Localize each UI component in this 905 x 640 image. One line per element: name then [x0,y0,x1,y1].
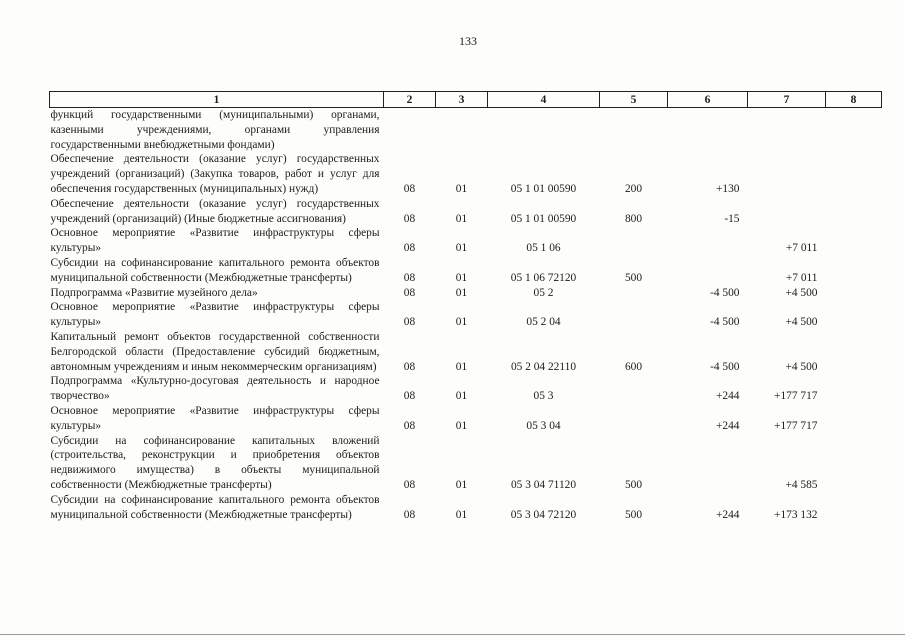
budget-table [49,91,882,522]
row-subsection: 01 [455,360,468,373]
row-expense-type [600,286,668,301]
row-amount-7: +177 717 [774,419,818,432]
row-amount-6 [668,256,748,286]
row-amount-6: +244 [715,419,740,432]
row-amount-6: -4 500 [710,360,740,373]
header-col-4: 4 [488,92,600,108]
table-row [50,286,882,301]
row-subsection: 01 [455,182,468,195]
row-name: Подпрограмма «Культурно-досуговая деятельность и народное творчество» [50,375,380,403]
table-row [50,256,882,286]
row-amount-8 [826,152,882,196]
row-section: 08 [403,271,416,284]
row-amount-8 [826,404,882,434]
row-amount-8 [826,256,882,286]
row-amount-6: -4 500 [710,286,740,299]
header-col-2: 2 [384,92,436,108]
row-name: функций государственными (муниципальными) органами, казенными учреждениями, органами управления государственными внебюджетными фондами) [50,109,380,151]
row-subsection: 01 [455,316,468,329]
row-amount-7: +4 585 [785,478,818,491]
row-subsection: 01 [455,508,468,521]
row-amount-8 [826,493,882,523]
row-expense-type: 500 [624,271,643,284]
row-target-code: 05 1 06 72120 [510,271,577,284]
row-expense-type: 800 [624,212,643,225]
table-row [50,330,882,374]
row-name: Субсидии на софинансирование капитальных вложений (строительства, реконструкции и приобретения объектов недвижимого имущества) в объекты муниципальной собственности (Межбюджетные трансферты) [50,434,380,491]
row-subsection: 01 [455,212,468,225]
header-col-3: 3 [436,92,488,108]
row-amount-6: +244 [715,508,740,521]
row-target-code: 05 2 04 22110 [510,360,577,373]
table-body [50,108,882,523]
row-target-code: 05 3 [533,390,554,403]
header-col-5: 5 [600,92,668,108]
row-section: 08 [403,316,416,329]
row-subsection: 01 [455,286,468,299]
row-amount-7: +4 500 [785,360,818,373]
row-expense-type [600,374,668,404]
row-name: Субсидии на софинансирование капитального ремонта объектов муниципальной собственности (Межбюджетные трансферты) [50,493,380,521]
row-name: Капитальный ремонт объектов государственной собственности Белгородской области (Предоставление субсидий бюджетным, автономным учреждениям и иным некоммерческим организациям) [50,330,380,373]
row-amount-7 [748,197,826,227]
row-expense-type: 500 [624,478,643,491]
row-amount-7: +177 717 [774,390,818,403]
row-section: 08 [403,182,416,195]
row-expense-type: 200 [624,182,643,195]
row-target-code: 05 2 [533,286,554,299]
row-name: Подпрограмма «Развитие музейного дела» [50,286,258,299]
row-amount-6: +244 [715,390,740,403]
row-section [384,108,436,153]
row-target-code: 05 1 01 00590 [510,212,577,225]
table-row [50,300,882,330]
row-section: 08 [403,360,416,373]
row-amount-7: +173 132 [774,508,818,521]
page-number: 133 [459,34,477,48]
row-target-code: 05 3 04 71120 [510,478,577,491]
table-header [50,92,882,108]
row-section: 08 [403,478,416,491]
row-amount-6 [668,108,748,153]
row-amount-8 [826,434,882,493]
row-name: Обеспечение деятельности (оказание услуг) государственных учреждений (организаций) (Иные бюджетные ассигнования) [50,197,380,225]
row-expense-type [600,404,668,434]
row-amount-8 [826,374,882,404]
header-col-7: 7 [748,92,826,108]
row-expense-type [600,300,668,330]
row-name: Субсидии на софинансирование капитального ремонта объектов муниципальной собственности (Межбюджетные трансферты) [50,256,380,284]
row-amount-7: +4 500 [785,286,818,299]
table-row [50,434,882,493]
row-subsection [436,108,488,153]
row-target-code: 05 1 06 [526,242,561,255]
row-section: 08 [403,419,416,432]
row-amount-7: +4 500 [785,316,818,329]
row-name: Обеспечение деятельности (оказание услуг) государственных учреждений (организаций) (Закупка товаров, работ и услуг для обеспечения государственных (муниципальных) нужд) [50,153,380,195]
row-section: 08 [403,508,416,521]
table-row [50,226,882,256]
row-section: 08 [403,390,416,403]
row-section: 08 [403,242,416,255]
row-subsection: 01 [455,478,468,491]
row-amount-8 [826,226,882,256]
row-expense-type [600,108,668,153]
row-subsection: 01 [455,271,468,284]
row-amount-7 [748,152,826,196]
row-amount-8 [826,286,882,301]
row-amount-6 [668,226,748,256]
row-expense-type [600,226,668,256]
table-row [50,374,882,404]
table-row [50,108,882,153]
table-row [50,493,882,523]
page-edge-line [0,634,905,635]
row-section: 08 [403,286,416,299]
row-expense-type: 600 [624,360,643,373]
row-target-code: 05 3 04 [526,419,561,432]
row-amount-7: +7 011 [785,242,818,255]
table-row [50,404,882,434]
row-amount-8 [826,330,882,374]
row-amount-7: +7 011 [785,271,818,284]
table-row [50,197,882,227]
header-col-8: 8 [826,92,882,108]
row-expense-type: 500 [624,508,643,521]
row-amount-6: -4 500 [710,316,740,329]
header-col-1: 1 [50,92,384,108]
row-subsection: 01 [455,390,468,403]
row-subsection: 01 [455,419,468,432]
row-subsection: 01 [455,242,468,255]
row-target-code [488,108,600,153]
row-amount-8 [826,108,882,153]
row-amount-7 [748,108,826,153]
row-amount-6: -15 [724,212,740,225]
row-target-code: 05 1 01 00590 [510,182,577,195]
row-amount-8 [826,197,882,227]
row-target-code: 05 2 04 [526,316,561,329]
header-col-6: 6 [668,92,748,108]
header-row [50,92,882,108]
row-name: Основное мероприятие «Развитие инфраструктуры сферы культуры» [50,301,380,329]
row-name: Основное мероприятие «Развитие инфраструктуры сферы культуры» [50,227,380,255]
row-amount-8 [826,300,882,330]
row-name: Основное мероприятие «Развитие инфраструктуры сферы культуры» [50,404,380,432]
table-row [50,152,882,196]
row-amount-6: +130 [715,182,740,195]
row-amount-6 [668,434,748,493]
row-target-code: 05 3 04 72120 [510,508,577,521]
row-section: 08 [403,212,416,225]
